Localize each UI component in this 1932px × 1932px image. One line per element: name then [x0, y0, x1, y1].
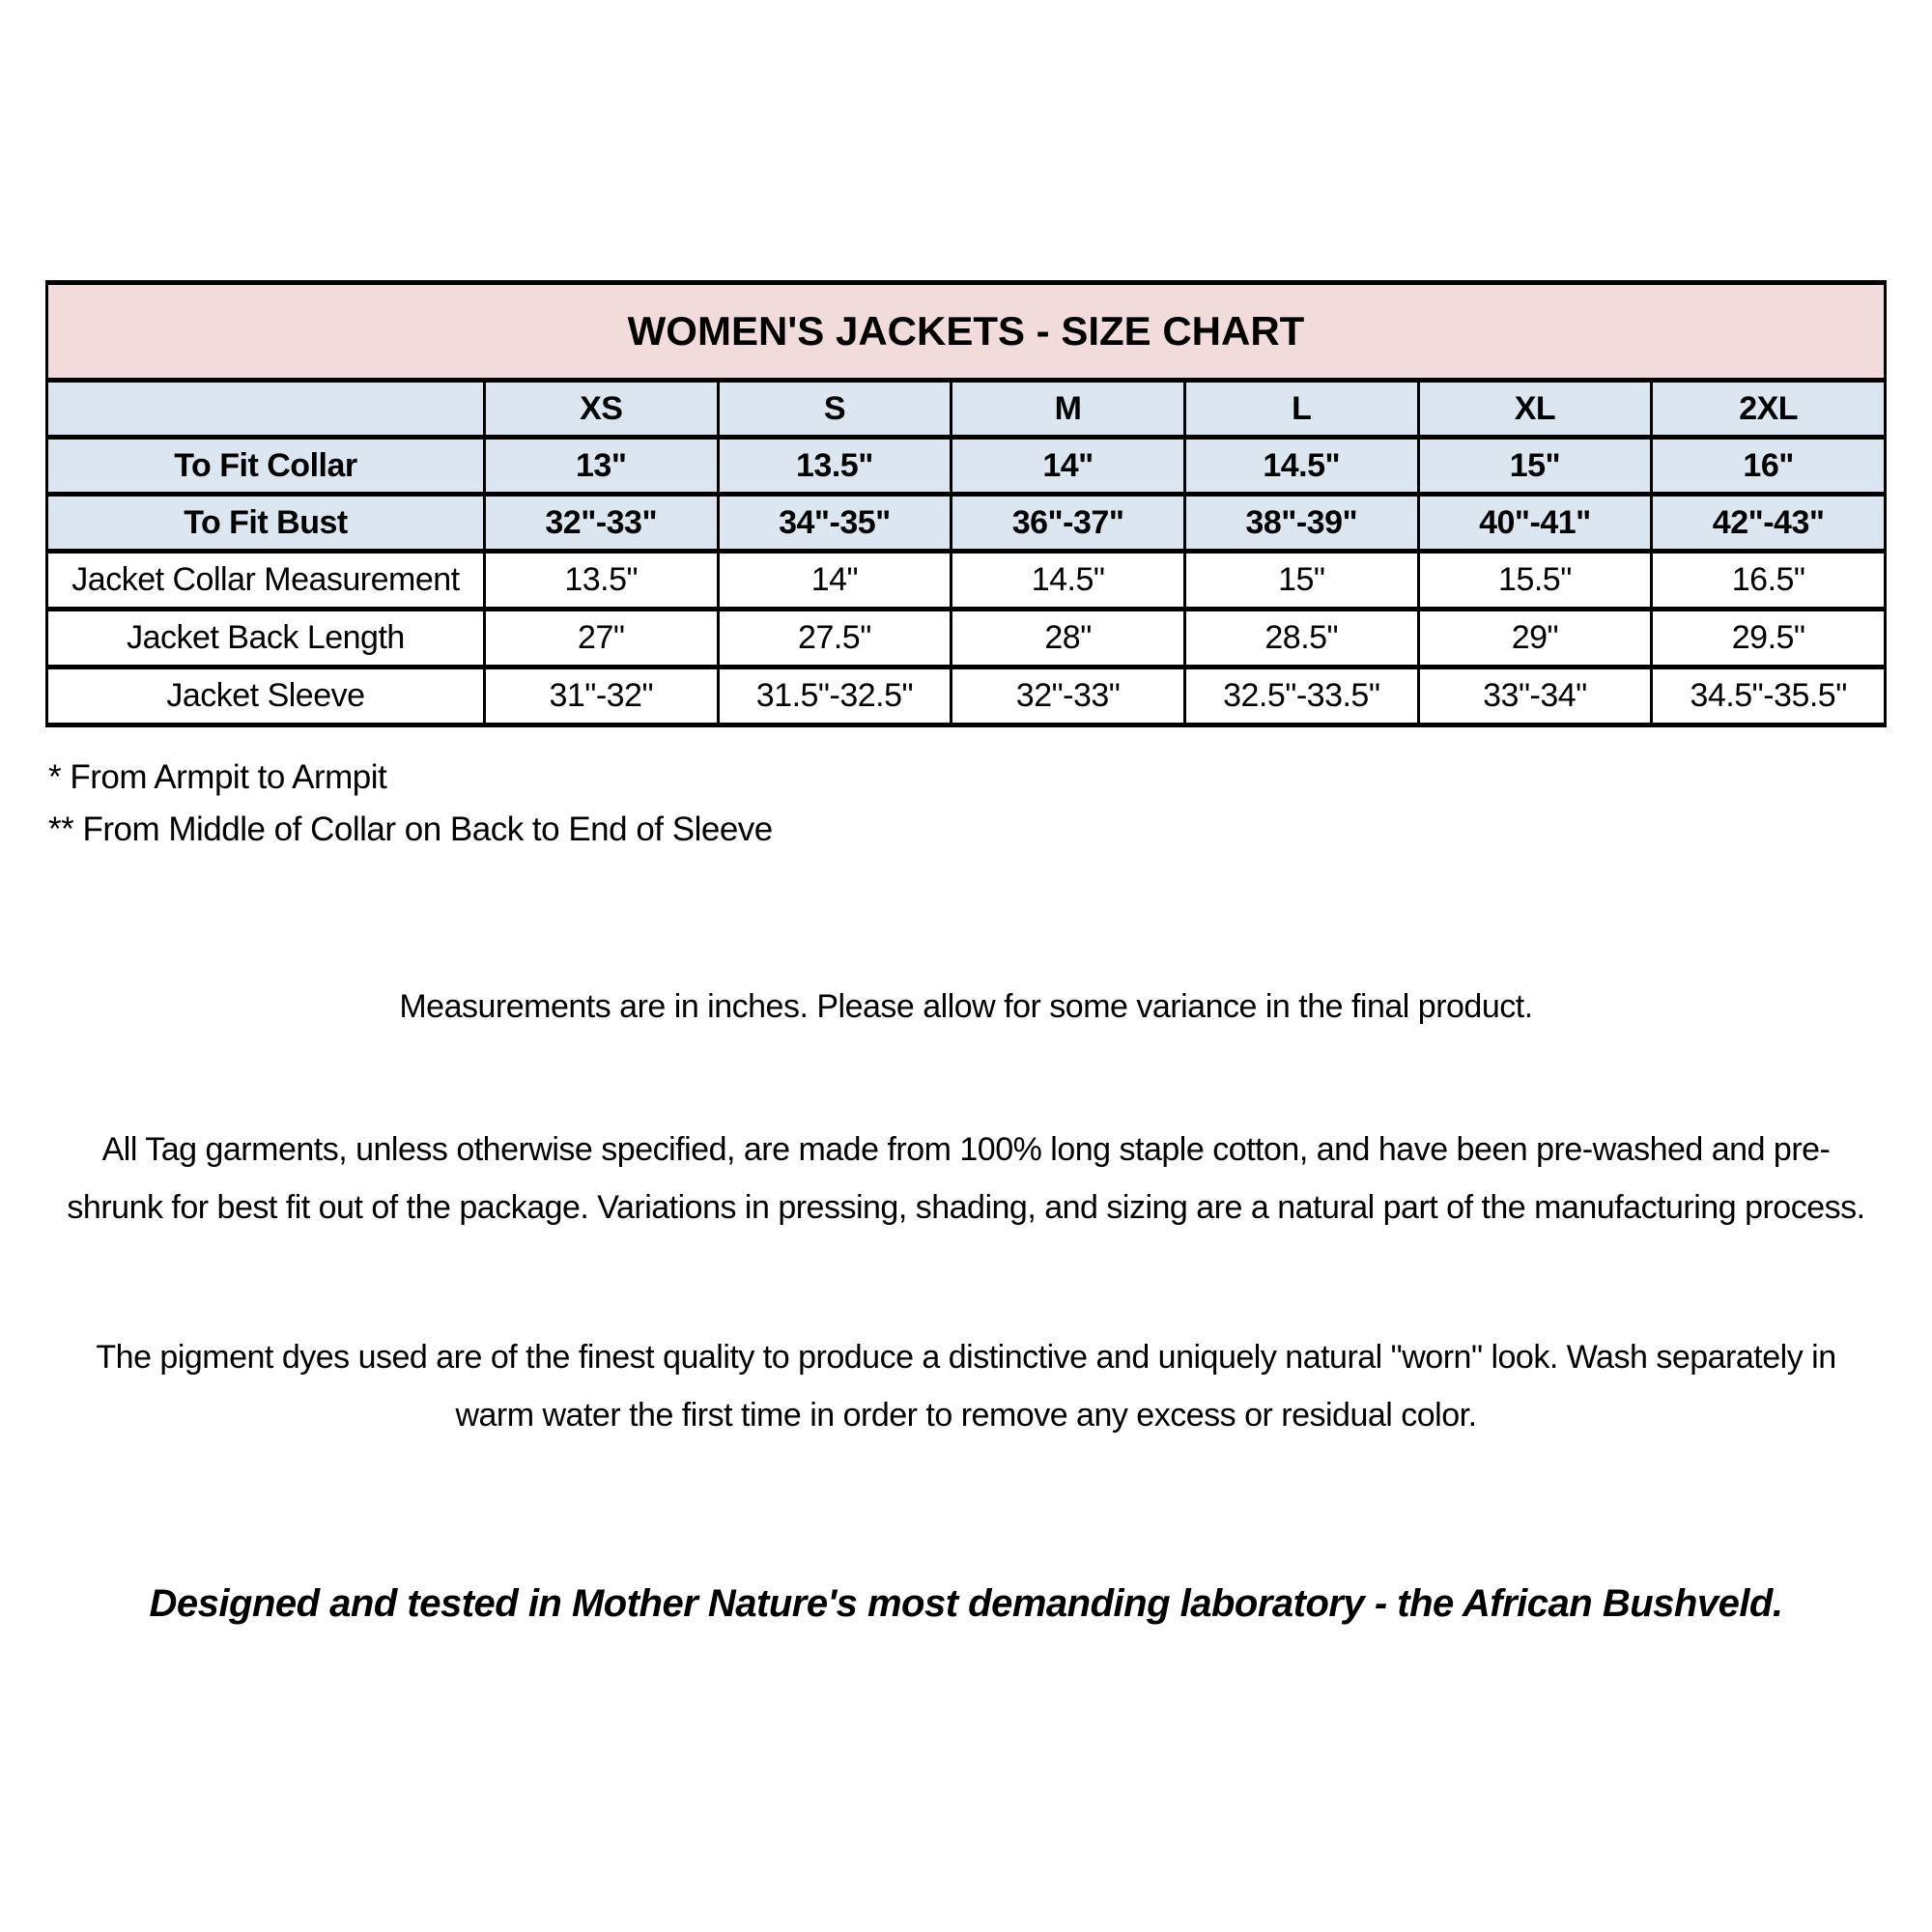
- cell: 38"-39": [1184, 495, 1418, 552]
- table-row-jacket-sleeve: [47, 668, 1886, 725]
- cell: 14.5": [1184, 438, 1418, 495]
- cell: 31"-32": [484, 668, 718, 725]
- cell: 14.5": [952, 552, 1185, 610]
- cell: 34"-35": [718, 495, 952, 552]
- size-col-header-s: S: [718, 381, 952, 438]
- footnotes: [48, 752, 773, 856]
- cell: 13.5": [718, 438, 952, 495]
- size-chart-table-container: [45, 280, 1887, 727]
- cell: 32"-33": [952, 668, 1185, 725]
- row-label: Jacket Back Length: [47, 610, 485, 668]
- table-row-to-fit-collar: [47, 438, 1886, 495]
- note-measurements: Measurements are in inches. Please allow for some variance in the final product.: [399, 988, 1533, 1025]
- table-row-to-fit-bust: [47, 495, 1886, 552]
- cell: 13.5": [484, 552, 718, 610]
- note-dyes: The pigment dyes used are of the finest quality to produce a distinctive and uniquely natural "worn" look. Wash separately in warm water the first time in order to remove any excess or residual color.: [96, 1339, 1836, 1434]
- cell: 33"-34": [1418, 668, 1652, 725]
- footnote-armpit: * From Armpit to Armpit: [48, 758, 387, 796]
- cell: 15.5": [1418, 552, 1652, 610]
- size-col-header-l: L: [1184, 381, 1418, 438]
- cell: 32"-33": [484, 495, 718, 552]
- cell: 27": [484, 610, 718, 668]
- table-row-jacket-collar-measurement: [47, 552, 1886, 610]
- table-title-row: [47, 283, 1886, 381]
- row-label: To Fit Bust: [47, 495, 485, 552]
- cell: 16.5": [1652, 552, 1886, 610]
- note-garments: All Tag garments, unless otherwise specified, are made from 100% long staple cotton, and have been pre-washed and pre-shrunk for best fit out of the package. Variations in pressing, shading, and sizing are a natural part of the manufacturing process.: [67, 1131, 1865, 1226]
- size-col-header-m: M: [952, 381, 1185, 438]
- cell: 34.5"-35.5": [1652, 668, 1886, 725]
- cell: 16": [1652, 438, 1886, 495]
- row-label: Jacket Collar Measurement: [47, 552, 485, 610]
- table-row-jacket-back-length: [47, 610, 1886, 668]
- cell: 15": [1184, 552, 1418, 610]
- cell: 28.5": [1184, 610, 1418, 668]
- size-chart-table: [45, 280, 1887, 727]
- cell: 28": [952, 610, 1185, 668]
- corner-cell: [47, 381, 485, 438]
- cell: 14": [952, 438, 1185, 495]
- cell: 40"-41": [1418, 495, 1652, 552]
- tagline: Designed and tested in Mother Nature's most demanding laboratory - the African Bushveld.: [149, 1582, 1783, 1625]
- row-label: Jacket Sleeve: [47, 668, 485, 725]
- cell: 27.5": [718, 610, 952, 668]
- table-title: WOMEN'S JACKETS - SIZE CHART: [47, 283, 1886, 381]
- size-col-header-xl: XL: [1418, 381, 1652, 438]
- cell: 15": [1418, 438, 1652, 495]
- cell: 42"-43": [1652, 495, 1886, 552]
- size-col-header-xs: XS: [484, 381, 718, 438]
- cell: 29.5": [1652, 610, 1886, 668]
- cell: 13": [484, 438, 718, 495]
- size-header-row: [47, 381, 1886, 438]
- footnote-collar-sleeve: ** From Middle of Collar on Back to End of Sleeve: [48, 810, 773, 848]
- cell: 29": [1418, 610, 1652, 668]
- size-col-header-2xl: 2XL: [1652, 381, 1886, 438]
- row-label: To Fit Collar: [47, 438, 485, 495]
- cell: 36"-37": [952, 495, 1185, 552]
- cell: 14": [718, 552, 952, 610]
- cell: 32.5"-33.5": [1184, 668, 1418, 725]
- cell: 31.5"-32.5": [718, 668, 952, 725]
